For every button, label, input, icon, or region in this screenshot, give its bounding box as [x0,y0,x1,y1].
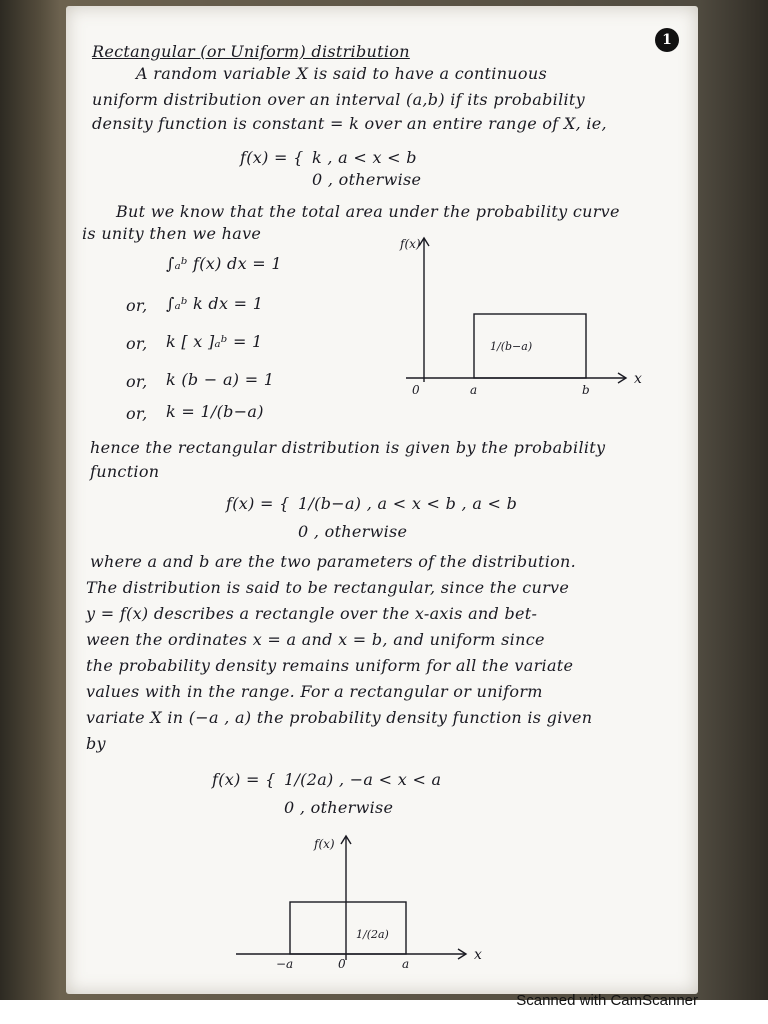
total-area-line-1: But we know that the total area under the probability curve [116,202,620,221]
pdf-k-lhs: f(x) = { [240,148,304,167]
pdf-k-case-1: k , a < x < b [312,148,417,167]
hence-line-1: hence the rectangular distribution is given by the probability [90,438,606,457]
pdf-k-case-2: 0 , otherwise [312,170,422,189]
graph2-neg-a-label: −a [276,957,294,971]
pdf-final-case-1: 1/(b−a) , a < x < b , a < b [298,494,518,513]
graph2-height-label: 1/(2a) [356,928,389,941]
derivation-prefix-4: or, [126,372,148,391]
intro-line-1: A random variable X is said to have a continuous [136,64,547,83]
graph-interval-ab [396,232,666,402]
graph2-origin-label: 0 [338,957,346,971]
total-area-line-2: is unity then we have [82,224,262,243]
hence-line-2: function [90,462,160,481]
graph2-x-label: x [474,947,482,963]
graph1-a-label: a [470,383,478,397]
explanation-line-3: y = f(x) describes a rectangle over the x-axis and bet- [86,604,538,623]
intro-line-2: uniform distribution over an interval (a,b) if its probability [92,90,585,109]
notebook-page [66,6,698,994]
explanation-line-7: variate X in (−a , a) the probability density function is given [86,708,593,727]
pdf-final-case-2: 0 , otherwise [298,522,408,541]
graph1-b-label: b [582,383,590,397]
explanation-line-1: where a and b are the two parameters of the distribution. [90,552,577,571]
explanation-line-8: by [86,734,106,753]
graph1-y-label: f(x) [400,237,421,251]
derivation-expr-1: ∫ₐᵇ f(x) dx = 1 [166,254,282,273]
derivation-expr-5: k = 1/(b−a) [166,402,264,421]
derivation-expr-3: k [ x ]ₐᵇ = 1 [166,332,263,351]
graph2-a-label: a [402,957,410,971]
graph2-y-label: f(x) [314,837,335,851]
derivation-prefix-2: or, [126,296,148,315]
graph1-origin-label: 0 [412,383,420,397]
explanation-line-4: ween the ordinates x = a and x = b, and uniform since [86,630,545,649]
graph-symmetric-interval [226,828,506,974]
derivation-prefix-5: or, [126,404,148,423]
page-number-badge: 1 [655,28,679,52]
pdf-sym-case-1: 1/(2a) , −a < x < a [284,770,442,789]
derivation-prefix-3: or, [126,334,148,353]
pdf-sym-case-2: 0 , otherwise [284,798,394,817]
explanation-line-6: values with in the range. For a rectangular or uniform [86,682,543,701]
derivation-expr-2: ∫ₐᵇ k dx = 1 [166,294,264,313]
pdf-sym-lhs: f(x) = { [212,770,276,789]
graph1-height-label: 1/(b−a) [490,340,533,353]
derivation-expr-4: k (b − a) = 1 [166,370,275,389]
pdf-final-lhs: f(x) = { [226,494,290,513]
explanation-line-5: the probability density remains uniform for all the variate [86,656,574,675]
graph1-x-label: x [634,371,642,387]
footer [0,992,768,1024]
section-title: Rectangular (or Uniform) distribution [92,42,410,61]
scanner-watermark: Scanned with CamScanner [516,992,698,1009]
explanation-line-2: The distribution is said to be rectangular, since the curve [86,578,570,597]
intro-line-3: density function is constant = k over an entire range of X, ie, [92,114,607,133]
